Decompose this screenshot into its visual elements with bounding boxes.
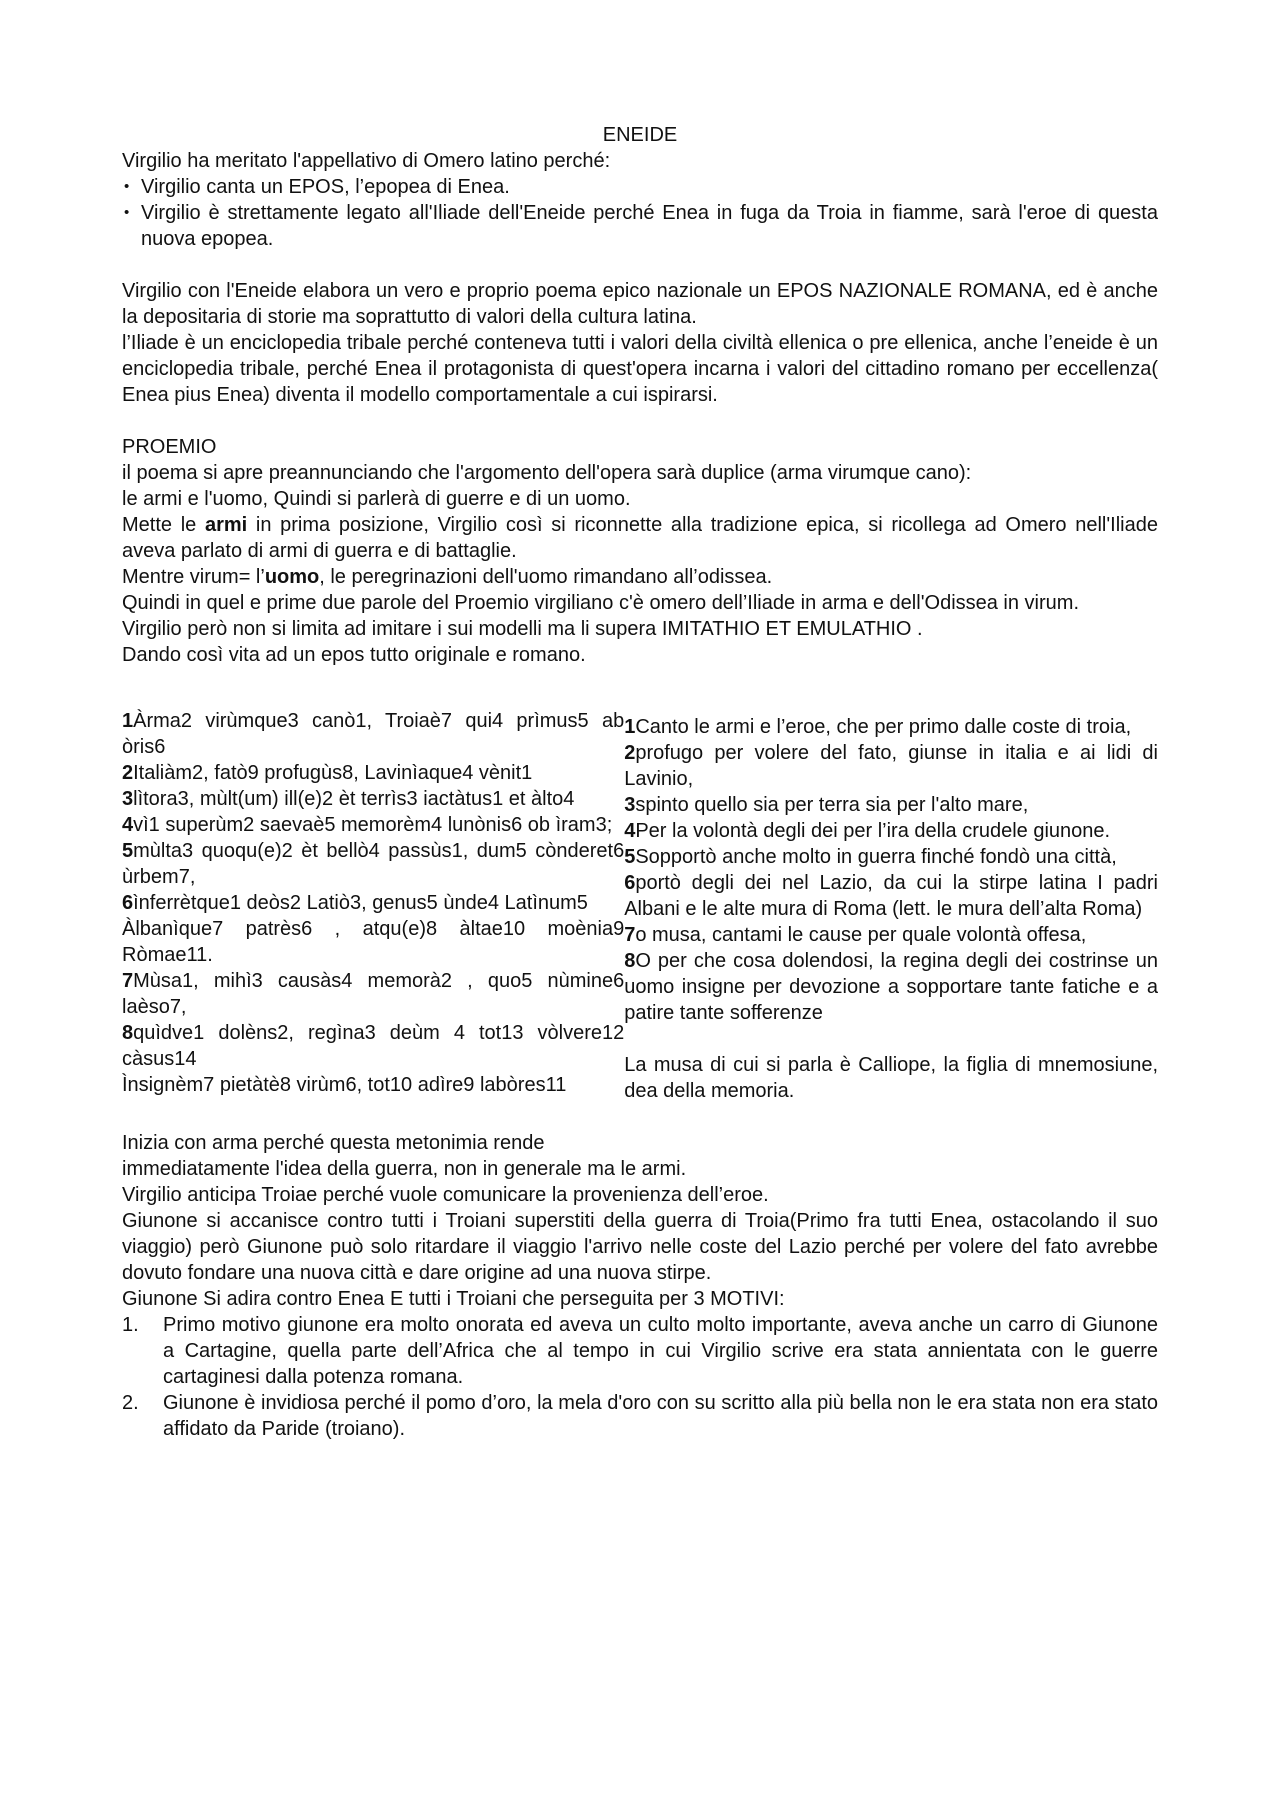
verse-number: 2	[624, 742, 636, 764]
two-column-section	[122, 708, 1158, 1104]
translation-verse	[624, 818, 1158, 844]
verse-text: O per che cosa dolendosi, la regina degli dei costrinse un uomo insigne per devozione a sopportare tante fatiche e a patire tante sofferenze	[624, 950, 1158, 1024]
latin-verse	[122, 916, 624, 968]
translation-column	[624, 714, 1158, 1104]
verse-text: Mùsa1, mihì3 causàs4 memorà2 , quo5 nùmine6 laèso7,	[122, 970, 625, 1018]
verse-number: 6	[122, 892, 134, 914]
verse-number: 5	[122, 840, 134, 862]
verse-text: mùlta3 quoqu(e)2 èt bellò4 passùs1, dum5 cònderet6 ùrbem7,	[122, 840, 625, 888]
motivo-item	[122, 1312, 1158, 1390]
text-span: , le peregrinazioni dell'uomo rimandano all’odissea.	[319, 566, 773, 588]
verse-number: 3	[624, 794, 636, 816]
outro-giunone: Giunone si accanisce contro tutti i Troiani superstiti della guerra di Troia(Primo fra tutti Enea, ostacolando il suo viaggio) però Giunone può solo ritardare il viaggio l'arrivo nelle coste del Lazio perché per volere del fato avrebbe dovuto fondare una nuova città e dare origine ad una nuova stirpe.	[122, 1210, 1158, 1284]
verse-text: Italiàm2, fatò9 profugùs8, Lavinìaque4 vènit1	[133, 762, 533, 784]
motivi-list	[122, 1312, 1158, 1442]
closing-section	[122, 1130, 1158, 1442]
outro-line: Giunone Si adira contro Enea E tutti i Troiani che perseguita per 3 MOTIVI:	[122, 1288, 785, 1310]
latin-verse	[122, 708, 624, 760]
verse-text: profugo per volere del fato, giunse in italia e ai lidi di Lavinio,	[624, 742, 1158, 790]
verse-text: spinto quello sia per terra sia per l'alto mare,	[635, 794, 1029, 816]
outro-line: Virgilio anticipa Troiae perché vuole comunicare la provenienza dell’eroe.	[122, 1184, 769, 1206]
translation-verse	[624, 844, 1158, 870]
bold-word-armi: armi	[204, 514, 248, 536]
translation-verse	[624, 870, 1158, 922]
spacer	[122, 252, 1158, 278]
verse-number: 5	[624, 846, 636, 868]
bullet-item: • Virgilio canta un EPOS, l’epopea di Enea.	[122, 174, 1158, 200]
verse-number: 1	[122, 710, 134, 732]
intro-lead: Virgilio ha meritato l'appellativo di Omero latino perché:	[122, 150, 611, 172]
spacer	[122, 408, 1158, 434]
list-text: Primo motivo giunone era molto onorata ed aveva un culto molto importante, aveva anche un carro di Giunone a Cartagine, quella parte dell’Africa che al tempo in cui Virgilio scrive era stata annientata con le guerre cartaginesi dalla potenza romana.	[163, 1314, 1158, 1388]
outro-line: Inizia con arma perché questa metonimia rende	[122, 1132, 545, 1154]
verse-text: Àrma2 virùmque3 canò1, Troiaè7 qui4 prìmus5 ab òris6	[122, 710, 625, 758]
spacer	[624, 1026, 1158, 1052]
list-number: 2.	[122, 1392, 139, 1414]
latin-verse	[122, 890, 624, 916]
text-span: Mette le	[122, 514, 205, 536]
intro-bullet-list	[122, 174, 1158, 252]
latin-text-column	[122, 708, 624, 1104]
verse-text: Per la volontà degli dei per l’ira della crudele giunone.	[635, 820, 1111, 842]
verse-number: 2	[122, 762, 134, 784]
verse-text: ìnferrètque1 deòs2 Latiò3, genus5 ùnde4 Latìnum5	[133, 892, 588, 914]
verse-number: 7	[122, 970, 134, 992]
verse-number: 7	[624, 924, 636, 946]
latin-verse	[122, 838, 624, 890]
latin-verse	[122, 760, 624, 786]
proemio-line: il poema si apre preannunciando che l'argomento dell'opera sarà duplice (arma virumque cano):	[122, 462, 972, 484]
verse-text: quìdve1 dolèns2, regìna3 deùm 4 tot13 vòlvere12 càsus14	[122, 1022, 625, 1070]
proemio-line: Quindi in quel e prime due parole del Proemio virgiliano c'è omero dell’Iliade in arma e dell'Odissea in virum.	[122, 592, 1080, 614]
latin-verse	[122, 812, 624, 838]
translation-verse	[624, 948, 1158, 1026]
latin-verse	[122, 786, 624, 812]
verse-number: 8	[122, 1022, 134, 1044]
list-text: Giunone è invidiosa perché il pomo d’oro, la mela d'oro con su scritto alla più bella non le era stata non era stato affidato da Paride (troiano).	[163, 1392, 1158, 1440]
proemio-line: Dando così vita ad un epos tutto originale e romano.	[122, 644, 586, 666]
document-page	[122, 122, 1158, 1442]
bold-word-uomo: uomo	[264, 566, 320, 588]
verse-number: 4	[624, 820, 636, 842]
verse-number: 4	[122, 814, 134, 836]
translation-verse	[624, 792, 1158, 818]
bullet-item: • Virgilio è strettamente legato all'Iliade dell'Eneide perché Enea in fuga da Troia in fiamme, sarà l'eroe di questa nuova epopea.	[122, 200, 1158, 252]
latin-verse	[122, 1072, 624, 1098]
motivo-item	[122, 1390, 1158, 1442]
latin-verse	[122, 1020, 624, 1072]
verse-text: Ìnsignèm7 pietàtè8 virùm6, tot10 adìre9 labòres11	[122, 1074, 567, 1096]
latin-verse	[122, 968, 624, 1020]
document-title: ENEIDE	[602, 124, 678, 146]
paragraph-epos: Virgilio con l'Eneide elabora un vero e proprio poema epico nazionale un EPOS NAZIONALE ROMANA, ed è anche la depositaria di storie ma soprattutto di valori della cultura latina.	[122, 280, 1158, 328]
proemio-line: Virgilio però non si limita ad imitare i sui modelli ma li supera IMITATHIO ET EMULATHIO .	[122, 618, 923, 640]
proemio-line: le armi e l'uomo, Quindi si parlerà di guerre e di un uomo.	[122, 488, 631, 510]
verse-text: lìtora3, mùlt(um) ill(e)2 èt terrìs3 iactàtus1 et àlto4	[133, 788, 575, 810]
proemio-uomo	[122, 564, 1158, 590]
paragraph-enciclopedia: l’Iliade è un enciclopedia tribale perché conteneva tutti i valori della civiltà ellenica o pre ellenica, anche l’eneide è un enciclopedia tribale, perché Enea il protagonista di quest'opera incarna i valori del cittadino romano per eccellenza( Enea pius Enea) diventa il modello comportamentale a cui ispirarsi.	[122, 332, 1158, 406]
verse-text: o musa, cantami le cause per quale volontà offesa,	[635, 924, 1087, 946]
verse-text: Sopportò anche molto in guerra finché fondò una città,	[635, 846, 1117, 868]
translation-verse	[624, 714, 1158, 740]
verse-text: portò degli dei nel Lazio, da cui la stirpe latina I padri Albani e le alte mura di Roma (lett. le mura dell’alta Roma)	[624, 872, 1158, 920]
proemio-armi	[122, 512, 1158, 564]
verse-text: Canto le armi e l’eroe, che per primo dalle coste di troia,	[635, 716, 1132, 738]
proemio-heading: PROEMIO	[122, 436, 217, 458]
verse-text: vì1 superùm2 saevaè5 memorèm4 lunònis6 ob ìram3;	[133, 814, 613, 836]
verse-text: Àlbanìque7 patrès6 , atqu(e)8 àltae10 moènia9 Ròmae11.	[122, 918, 625, 966]
text-span: in prima posizione, Virgilio così si riconnette alla tradizione epica, si ricollega ad Omero nell'Iliade aveva parlato di armi di guerra e di battaglie.	[122, 514, 1158, 562]
outro-line: immediatamente l'idea della guerra, non in generale ma le armi.	[122, 1158, 687, 1180]
verse-number: 3	[122, 788, 134, 810]
verse-number: 8	[624, 950, 636, 972]
verse-number: 6	[624, 872, 636, 894]
translation-verse	[624, 740, 1158, 792]
translation-verse	[624, 922, 1158, 948]
text-span: Mentre virum= l’	[122, 566, 265, 588]
calliope-note: La musa di cui si parla è Calliope, la figlia di mnemosiune, dea della memoria.	[624, 1054, 1158, 1102]
list-number: 1.	[122, 1314, 139, 1336]
verse-number: 1	[624, 716, 636, 738]
